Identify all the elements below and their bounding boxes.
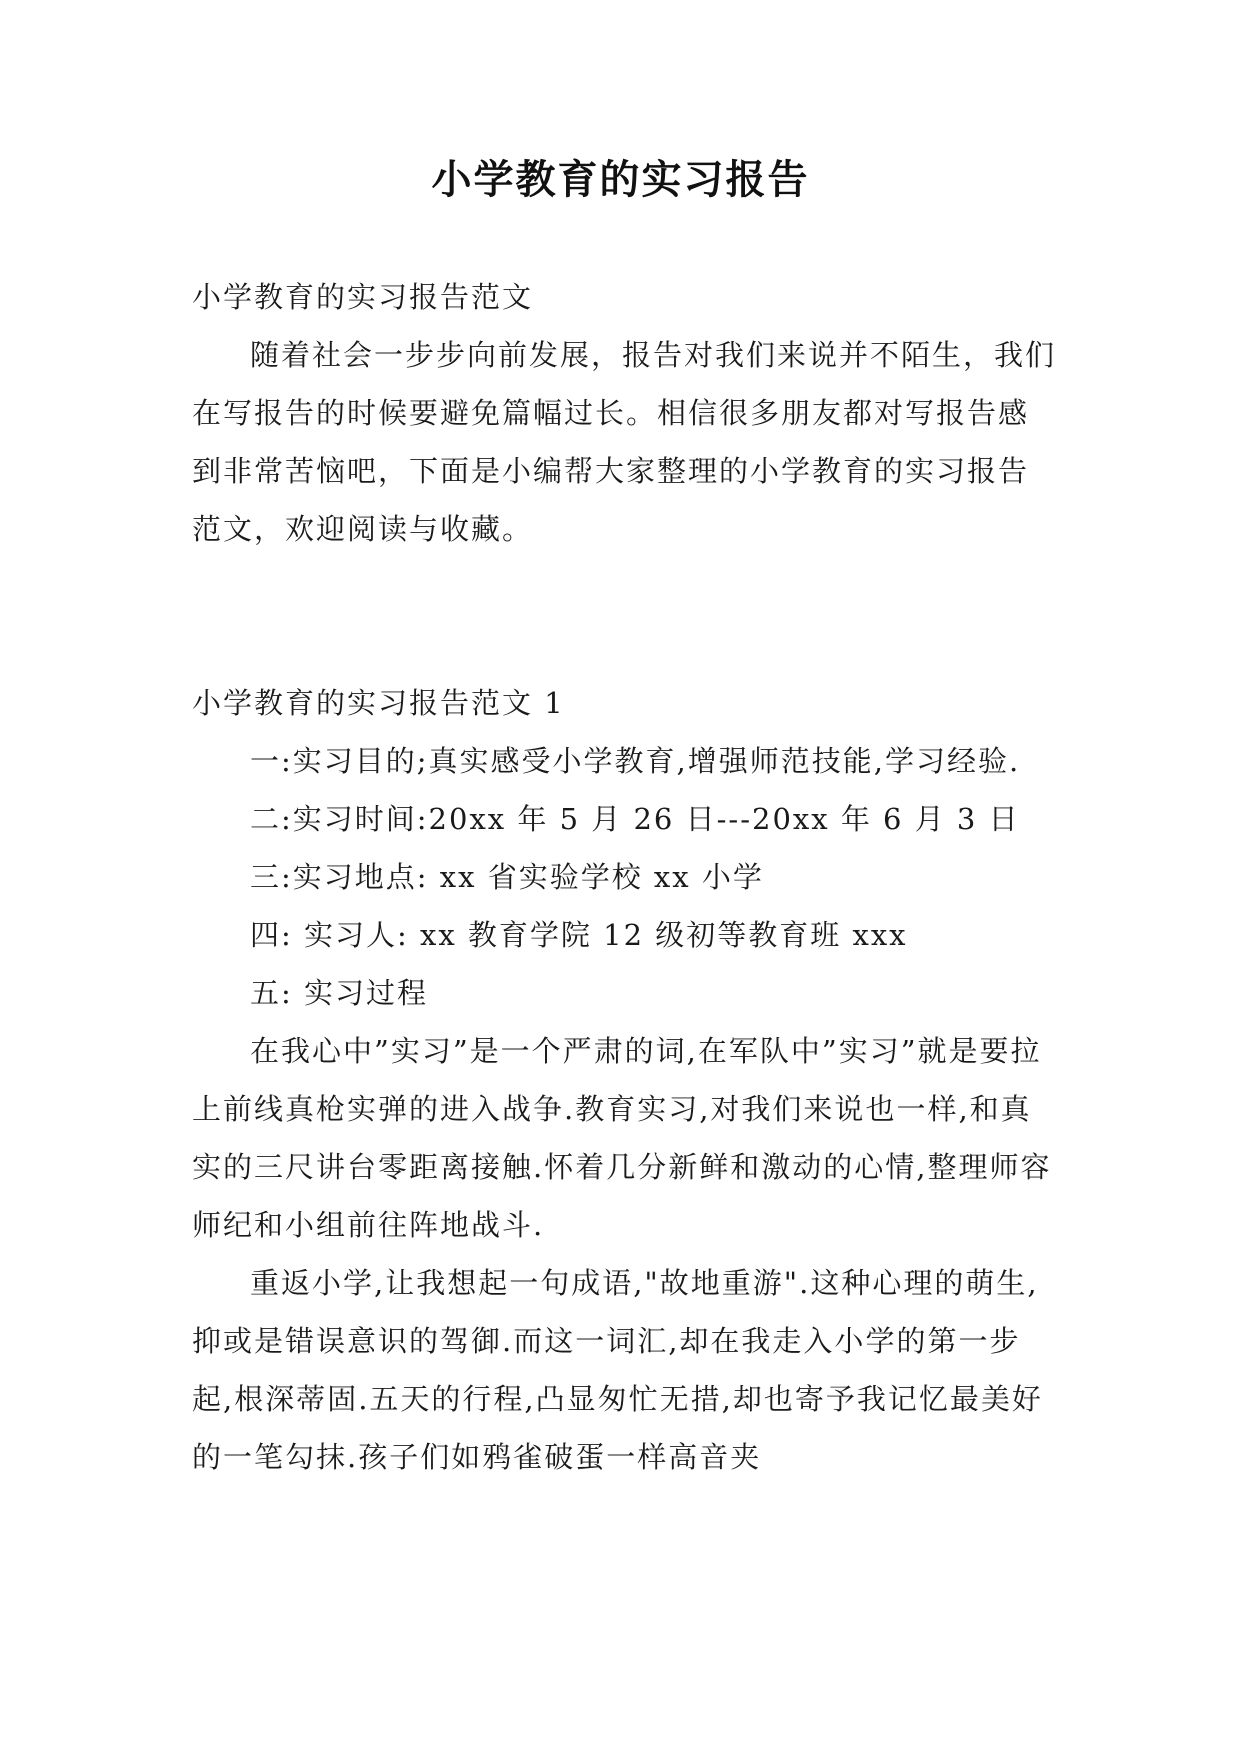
- item-purpose: 一:实习目的;真实感受小学教育,增强师范技能,学习经验.: [250, 744, 1021, 778]
- item-process: 五: 实习过程: [250, 976, 428, 1010]
- section-spacer: [192, 558, 1057, 674]
- section-heading: 小学教育的实习报告范文 1: [192, 686, 565, 720]
- intro-paragraph: 随着社会一步步向前发展，报告对我们来说并不陌生，我们在写报告的时候要避免篇幅过长。相信很多朋友都对写报告感到非常苦恼吧，下面是小编帮大家整理的小学教育的实习报告范文，欢迎阅读与收藏。: [192, 338, 1057, 546]
- item-location: 三:实习地点: xx 省实验学校 xx 小学: [250, 860, 764, 894]
- body-paragraph: 在我心中”实习”是一个严肃的词,在军队中”实习”就是要拉上前线真枪实弹的进入战争.教育实习,对我们来说也一样,和真实的三尺讲台零距离接触.怀着几分新鲜和激动的心情,整理师容师纪和小组前往阵地战斗.: [192, 1034, 1052, 1242]
- document-body: [192, 268, 1057, 1486]
- item-person: 四: 实习人: xx 教育学院 12 级初等教育班 xxx: [250, 918, 908, 952]
- document-title: 小学教育的实习报告: [431, 156, 810, 203]
- item-time: 二:实习时间:20xx 年 5 月 26 日---20xx 年 6 月 3 日: [250, 802, 1020, 836]
- subtitle: 小学教育的实习报告范文: [192, 280, 534, 314]
- body-paragraph: 重返小学,让我想起一句成语,"故地重游".这种心理的萌生,抑或是错误意识的驾御.而这一词汇,却在我走入小学的第一步起,根深蒂固.五天的行程,凸显匆忙无措,却也寄予我记忆最美好的一笔勾抹.孩子们如鸦雀破蛋一样高音夹: [192, 1266, 1043, 1474]
